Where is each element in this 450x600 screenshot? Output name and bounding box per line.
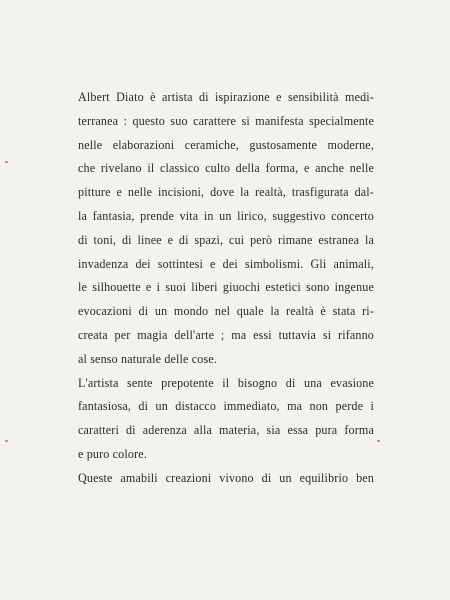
text-line: nelle elaborazioni ceramiche, gustosamente moderne,: [78, 137, 374, 152]
text-line: la fantasia, prende vita in un lirico, suggestivo concerto: [78, 208, 374, 223]
text-line: e puro colore.: [78, 446, 147, 461]
paragraph: [78, 86, 374, 372]
page-mark: [5, 440, 8, 442]
text-line: fantasiosa, di un distacco immediato, ma non perde i: [78, 399, 374, 414]
text-line: le silhouette e i suoi liberi giuochi estetici sono ingenue: [78, 280, 374, 295]
text-line: pitture e nelle incisioni, dove la realtà, trasfigurata dal-: [78, 185, 374, 200]
text-line: Queste amabili creazioni vivono di un equilibrio ben: [78, 470, 374, 485]
text-line: terranea : questo suo carattere si manifesta specialmente: [78, 113, 374, 128]
body-text: [78, 86, 374, 491]
text-line: di toni, di linee e di spazi, cui però rimane estranea la: [78, 232, 374, 247]
text-line: che rivelano il classico culto della forma, e anche nelle: [78, 161, 374, 176]
paragraph: [78, 372, 374, 467]
text-line: al senso naturale delle cose.: [78, 351, 218, 366]
page-mark: [377, 440, 380, 442]
text-line: creata per magia dell'arte ; ma essi tuttavia si rifanno: [78, 327, 374, 342]
text-line: evocazioni di un mondo nel quale la realtà è stata ri-: [78, 304, 374, 319]
text-line: caratteri di aderenza alla materia, sia essa pura forma: [78, 423, 374, 438]
text-line: invadenza dei sottintesi e dei simbolismi. Gli animali,: [78, 256, 374, 271]
page-mark: [5, 161, 8, 163]
text-line: L'artista sente prepotente il bisogno di una evasione: [78, 375, 374, 390]
paragraph: [78, 467, 374, 491]
text-line: Albert Diato è artista di ispirazione e sensibilità medi-: [78, 90, 374, 104]
